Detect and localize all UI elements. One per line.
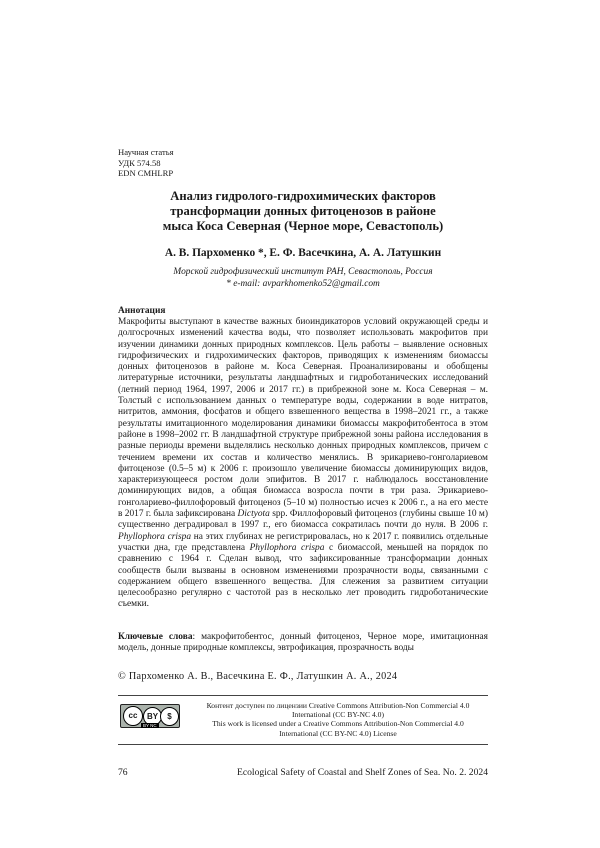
journal-name: Ecological Safety of Coastal and Shelf Zones of Sea. No. 2. 2024 <box>237 767 488 778</box>
article-type: Научная статья <box>118 147 174 157</box>
license-box <box>118 695 488 745</box>
keywords-text: : макрофитобентос, донный фитоценоз, Черное море, имитационная модель, донные природные комплексы, эвтрофикация, прозрачность воды <box>118 632 488 654</box>
abstract-text-3: на этих глубинах не регистрировалась, но к 2017 г. появились отдельные участки дна, где представлена <box>118 531 488 553</box>
license-en-line-1: This work is licensed under a Creative Commons Attribution-Non Commercial 4.0 <box>212 719 464 729</box>
abstract-text-4: с биомассой, меньшей на порядок по сравнению с 1964 г. Сделан вывод, что зафиксированные трансформации донных сообществ были вызваны в основном изменениями прозрачности воды, связанными с содержанием общего взвешенного вещества. Для слежения за развитием ситуации целесообразно регулярно с частотой раз в несколько лет проводить гидроботанические съемки. <box>118 542 488 610</box>
abstract-text-2: spp. Филлофоровый фитоценоз (глубины свыше 10 м) существенно деградировал в 1997 г., его биомасса сократилась почти до нуля. В 2006 г. <box>118 509 488 531</box>
authors: А. В. Пархоменко *, Е. Ф. Васечкина, А. А. Латушкин <box>164 247 442 259</box>
keywords-label: Ключевые слова <box>118 632 193 642</box>
article-meta <box>118 147 174 179</box>
license-en-line-2: International (CC BY-NC 4.0) License <box>279 728 397 738</box>
license-text <box>188 701 488 738</box>
page-number: 76 <box>118 767 128 778</box>
udk-code: УДК 574.58 <box>118 157 161 168</box>
title-line-3: мыса Коса Северная (Черное море, Севастополь) <box>162 219 444 234</box>
edn-code: EDN CMHLRP <box>118 168 174 178</box>
by-person-icon: BY <box>143 707 162 726</box>
noncommercial-icon: $ <box>160 707 179 726</box>
abstract-phyllophora-2: Phyllophora crispa <box>249 542 325 553</box>
cc-by-nc-badge-icon[interactable] <box>120 704 180 728</box>
abstract-text-1: Макрофиты выступают в качестве важных биоиндикаторов условий окружающей среды и долгосрочных изменений качества воды, что позволяет использовать макрофитов при изучении динамики донных природных комплексов. Цель работы – выявление основных гидрофизических и гидрохимических факторов, приводящих к изменениям биомассы донных фитоценозов в районе м. Коса Северная. Проанализированы и обобщены литературные источники, результаты ландшафтных и гидроботанических исследований (летний период 1964, 1997, 2006 и 2017 гг.) в прибрежной зоне м. Коса Северная – м. Толстый с использованием данных о температуре воды, содержании в воде нитратов, нитритов, аммония, фосфатов и общего взвешенного вещества в 1998–2021 гг., а также результаты имитационного моделирования динамики биомассы макрофитобентоса в этом районе в 1998–2002 гг. В ландшафтной структуре прибрежной зоны района исследования в разные периоды времени выделялись несколько донных природных комплексов, причем с течением времени их состав и количество менялись. В эрикариево-гонголариевом фитоценозе (0.5–5 м) к 2006 г. произошло увеличение биомассы доминирующих видов, характеризующееся ростом доли эпифитов. В 2017 г. наблюдалось восстановление доминирующих видов, а общая биомасса возросла почти в три раза. Эрикариево-гонголариево-филлофоровый фитоценоз (5–10 м) полностью исчез к 2006 г., а на его месте в 2017 г. была зафиксирована <box>118 317 488 520</box>
abstract-heading: Аннотация <box>118 306 166 316</box>
copyright: © Пархоменко А. В., Васечкина Е. Ф., Латушкин А. А., 2024 <box>118 671 398 682</box>
license-ru-line-1: Контент доступен по лицензии Creative Commons Attribution-Non Commercial 4.0 <box>206 701 470 710</box>
email-link[interactable]: * e-mail: avparkhomenko52@gmail.com <box>226 279 380 289</box>
title-line-2: трансформации донных фитоценозов в районе <box>170 204 436 219</box>
abstract-dictyota: Dictyota <box>237 509 270 520</box>
affiliation <box>118 266 488 290</box>
badge-tag: BY NC <box>143 723 157 728</box>
keywords <box>118 632 488 655</box>
abstract-body <box>118 317 488 611</box>
article-title <box>118 189 488 235</box>
institute: Морской гидрофизический институт РАН, Севастополь, Россия <box>173 267 433 277</box>
title-line-1: Анализ гидролого-гидрохимических факторов <box>170 189 436 203</box>
abstract-phyllophora-1: Phyllophora crispa <box>118 531 192 542</box>
license-ru-line-2: International (CC BY-NC 4.0) <box>292 710 384 720</box>
cc-icon: cc <box>123 706 143 726</box>
